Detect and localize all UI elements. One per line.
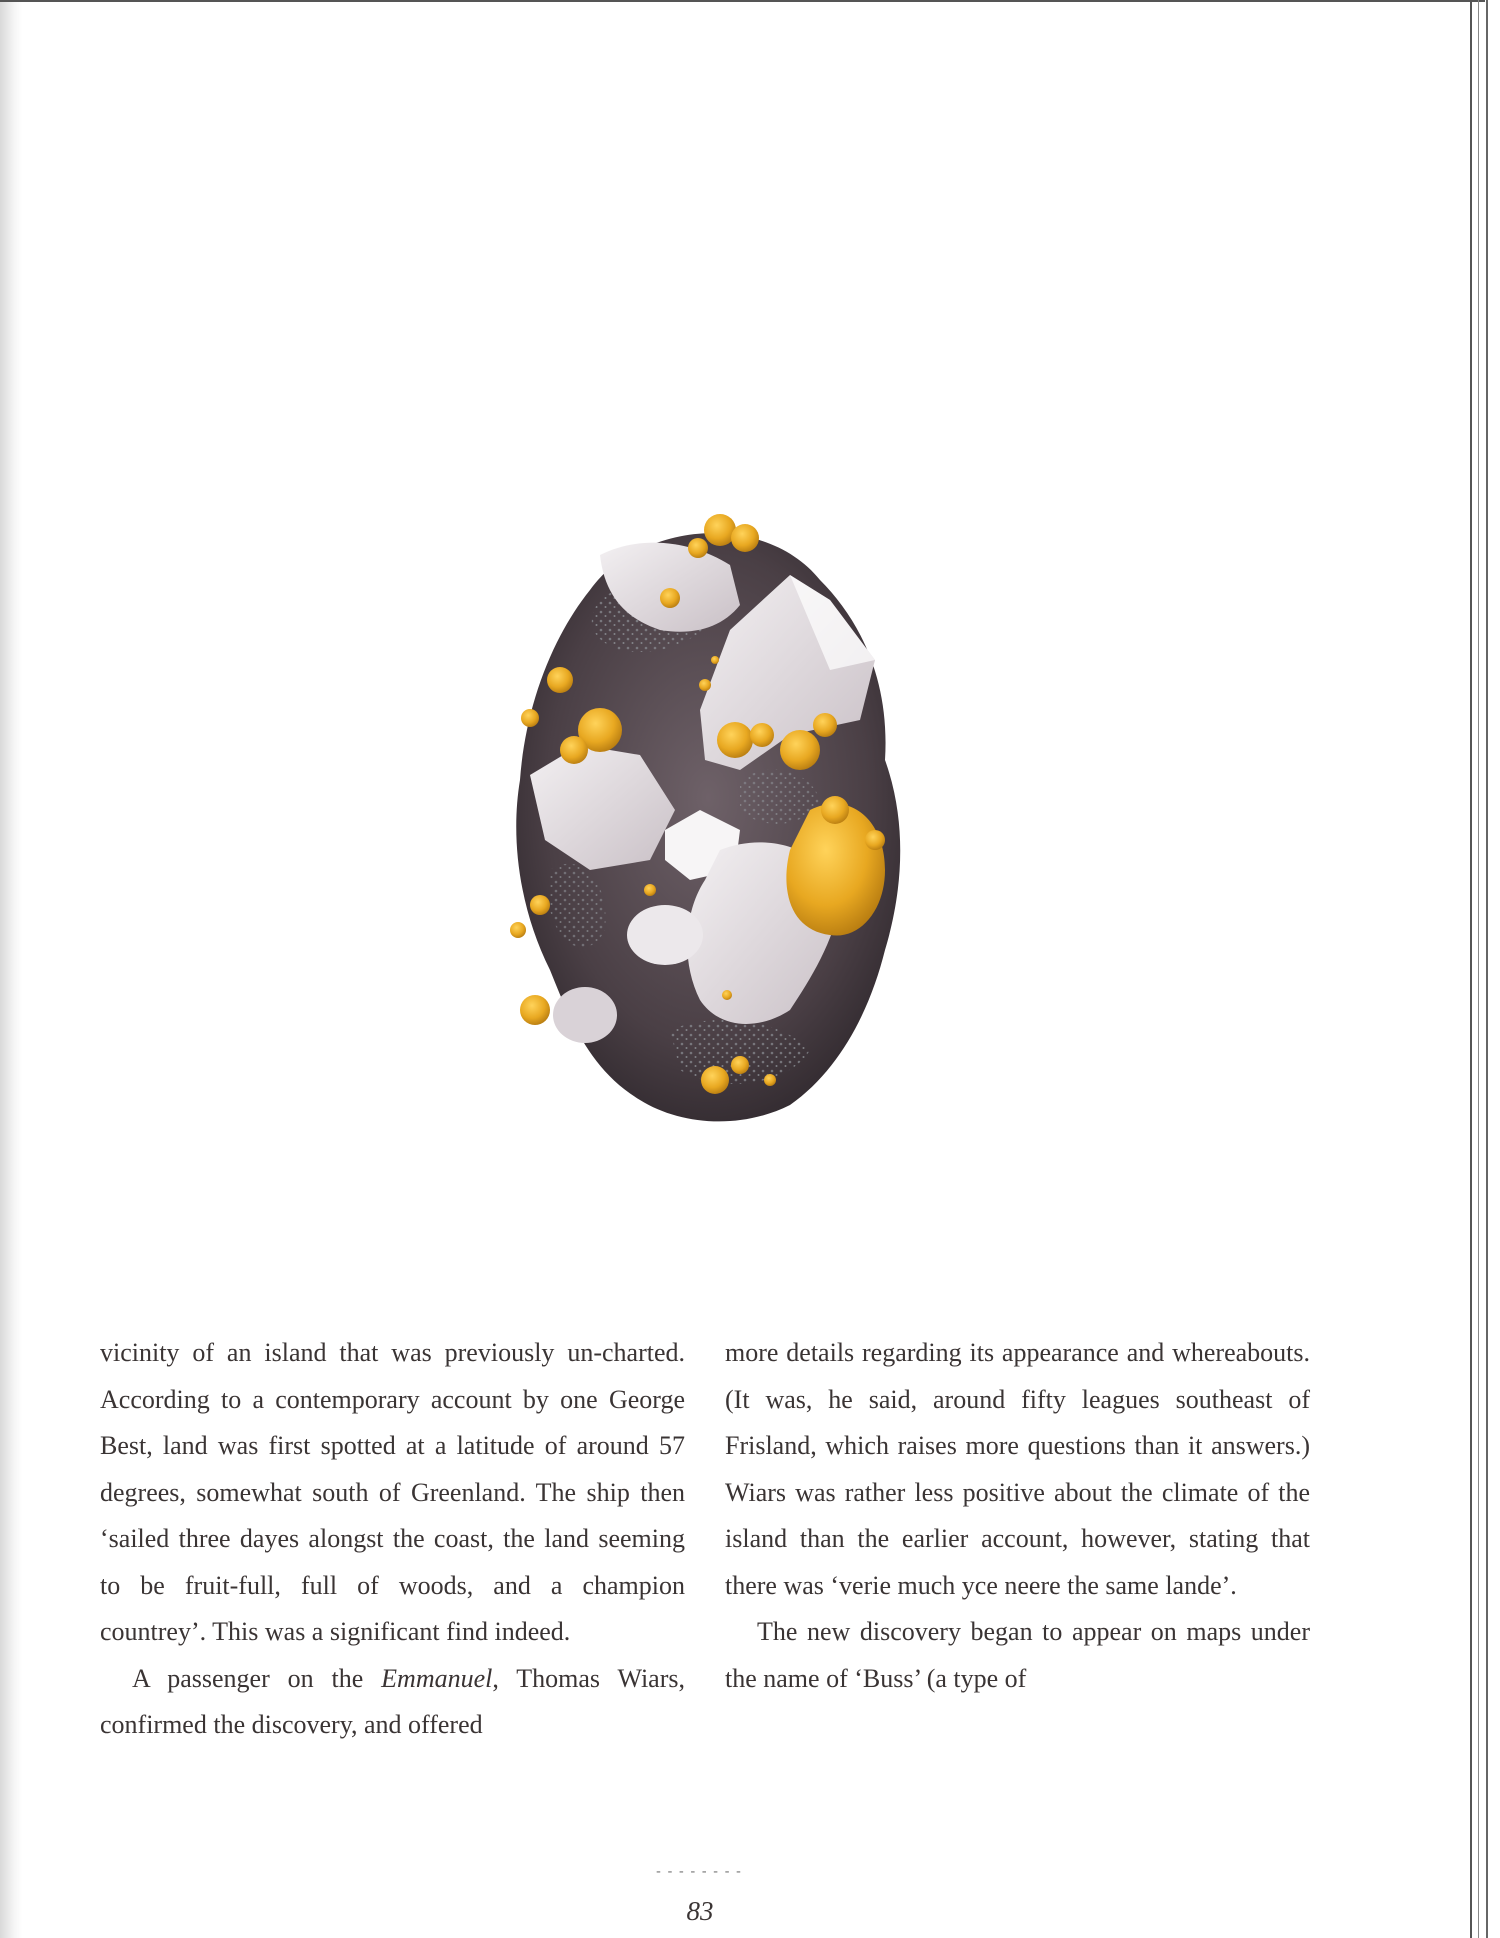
text-column-left	[100, 1330, 685, 1749]
paragraph-left-2-end: , Thomas Wiars, confirmed the discovery, and offered	[100, 1663, 685, 1739]
page-frame-right-outer	[1486, 0, 1488, 1938]
footer-ornament: --------	[654, 1864, 746, 1880]
mineral-rock-illustration	[490, 510, 910, 1130]
page-frame-right	[1470, 0, 1472, 1938]
paragraph-left-2-start: A passenger on the	[132, 1663, 382, 1693]
ship-name: Emmanuel	[381, 1663, 493, 1693]
page-number: 83	[686, 1896, 714, 1926]
paragraph-right-1: more details regarding its appearance and whereabouts. (It was, he said, around fifty leagues southeast of Frisland, which raises more questions than it answers.) Wiars was rather less positive about the climate of the island than the earlier account, however, stating that there was ‘verie much yce neere the same lande’.	[725, 1338, 1310, 1600]
text-column-right	[725, 1330, 1310, 1702]
paragraph-left-1: vicinity of an island that was previously un-charted. According to a contemporary account by one George Best, land was first spotted at a latitude of around 57 degrees, somewhat south of Greenland. The ship then ‘sailed three dayes alongst the coast, the land seeming to be fruit-full, full of woods, and a champion countrey’. This was a significant find indeed.	[100, 1338, 685, 1646]
paragraph-right-2: The new discovery began to appear on maps under the name of ‘Buss’ (a type of	[725, 1617, 1310, 1693]
page-edge-shadow	[0, 0, 22, 1938]
page-frame-top	[0, 0, 1485, 8]
page-frame-right-inner	[1478, 0, 1479, 1938]
paragraph-left-2	[100, 1656, 685, 1749]
